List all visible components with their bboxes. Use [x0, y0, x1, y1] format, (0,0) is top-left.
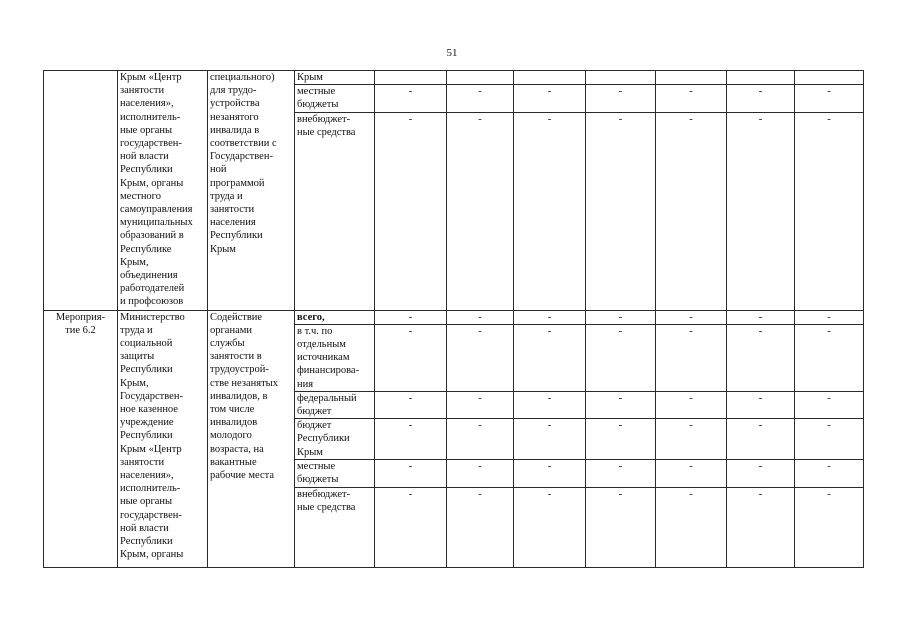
- year-value-cell: -: [447, 310, 514, 324]
- funding-source-total-label: всего,: [295, 310, 375, 324]
- funding-source-label: бюджет Республики Крым: [295, 419, 375, 460]
- continued-executor-cell: Крым «Центр занятости населения», исполнитель- ные органы государствен- ной власти Республики Крым, органы местного самоуправления муниципальных образований в Республике Крым, объединения работодателей и профсоюзов: [118, 71, 208, 311]
- year-value-cell: -: [795, 85, 864, 112]
- year-value-cell: [514, 71, 586, 85]
- year-value-cell: -: [795, 324, 864, 391]
- year-value-cell: [375, 71, 447, 85]
- year-value-cell: -: [586, 310, 656, 324]
- year-value-cell: [727, 71, 795, 85]
- year-value-cell: -: [514, 419, 586, 460]
- year-value-cell: -: [447, 324, 514, 391]
- year-value-cell: -: [514, 324, 586, 391]
- year-value-cell: -: [727, 324, 795, 391]
- continued-row-source-0: [44, 71, 864, 85]
- continued-measure-code: [44, 71, 118, 311]
- year-value-cell: -: [727, 112, 795, 310]
- year-value-cell: -: [795, 460, 864, 487]
- year-value-cell: -: [447, 112, 514, 310]
- description-cell: Содействие органами службы занятости в трудоустрой- стве незанятых инвалидов, в том числе инвалидов молодого возраста, на вакантные рабочие места: [208, 310, 295, 567]
- year-value-cell: -: [656, 419, 727, 460]
- continued-description-cell: специального) для трудо- устройства незанятого инвалида в соответствии с Государствен- ной программой труда и занятости населения Республики Крым: [208, 71, 295, 311]
- funding-source-label: внебюджет- ные средства: [295, 112, 375, 310]
- year-value-cell: -: [586, 85, 656, 112]
- year-value-cell: -: [586, 487, 656, 567]
- year-value-cell: -: [586, 391, 656, 418]
- year-value-cell: -: [375, 324, 447, 391]
- year-value-cell: -: [656, 310, 727, 324]
- year-value-cell: -: [514, 112, 586, 310]
- funding-source-label: Крым: [295, 71, 375, 85]
- funding-source-label: местные бюджеты: [295, 460, 375, 487]
- year-value-cell: -: [656, 85, 727, 112]
- year-value-cell: -: [375, 112, 447, 310]
- year-value-cell: -: [375, 391, 447, 418]
- year-value-cell: -: [656, 391, 727, 418]
- year-value-cell: -: [447, 487, 514, 567]
- year-value-cell: -: [375, 487, 447, 567]
- year-value-cell: -: [795, 310, 864, 324]
- year-value-cell: -: [447, 460, 514, 487]
- year-value-cell: -: [727, 310, 795, 324]
- year-value-cell: -: [514, 391, 586, 418]
- measure-code: Мероприя- тие 6.2: [44, 310, 118, 567]
- year-value-cell: -: [375, 460, 447, 487]
- year-value-cell: -: [656, 112, 727, 310]
- year-value-cell: [586, 71, 656, 85]
- year-value-cell: -: [727, 85, 795, 112]
- year-value-cell: -: [586, 460, 656, 487]
- year-value-cell: [795, 71, 864, 85]
- year-value-cell: -: [656, 487, 727, 567]
- funding-source-label: федеральный бюджет: [295, 391, 375, 418]
- program-budget-table: [43, 70, 864, 568]
- year-value-cell: -: [375, 310, 447, 324]
- year-value-cell: -: [586, 419, 656, 460]
- year-value-cell: -: [795, 112, 864, 310]
- year-value-cell: -: [514, 460, 586, 487]
- funding-source-label: внебюджет- ные средства: [295, 487, 375, 567]
- year-value-cell: -: [795, 391, 864, 418]
- year-value-cell: -: [727, 487, 795, 567]
- year-value-cell: -: [447, 419, 514, 460]
- funding-source-label: местные бюджеты: [295, 85, 375, 112]
- year-value-cell: -: [795, 419, 864, 460]
- executor-cell: Министерство труда и социальной защиты Республики Крым, Государствен- ное казенное учреждение Республики Крым «Центр занятости населения», исполнитель- ные органы государствен- ной власти Республики Крым, органы: [118, 310, 208, 567]
- year-value-cell: -: [586, 324, 656, 391]
- year-value-cell: -: [586, 112, 656, 310]
- year-value-cell: [656, 71, 727, 85]
- year-value-cell: -: [656, 460, 727, 487]
- year-value-cell: [447, 71, 514, 85]
- year-value-cell: -: [727, 460, 795, 487]
- year-value-cell: -: [375, 419, 447, 460]
- year-value-cell: -: [447, 85, 514, 112]
- year-value-cell: -: [375, 85, 447, 112]
- funding-source-label: в т.ч. по отдельным источникам финансирова- ния: [295, 324, 375, 391]
- year-value-cell: -: [727, 391, 795, 418]
- year-value-cell: -: [727, 419, 795, 460]
- year-value-cell: -: [514, 487, 586, 567]
- year-value-cell: -: [514, 85, 586, 112]
- year-value-cell: -: [656, 324, 727, 391]
- year-value-cell: -: [514, 310, 586, 324]
- year-value-cell: -: [795, 487, 864, 567]
- page-number: 51: [446, 47, 458, 59]
- year-value-cell: -: [447, 391, 514, 418]
- measure-row-source-0: [44, 310, 864, 324]
